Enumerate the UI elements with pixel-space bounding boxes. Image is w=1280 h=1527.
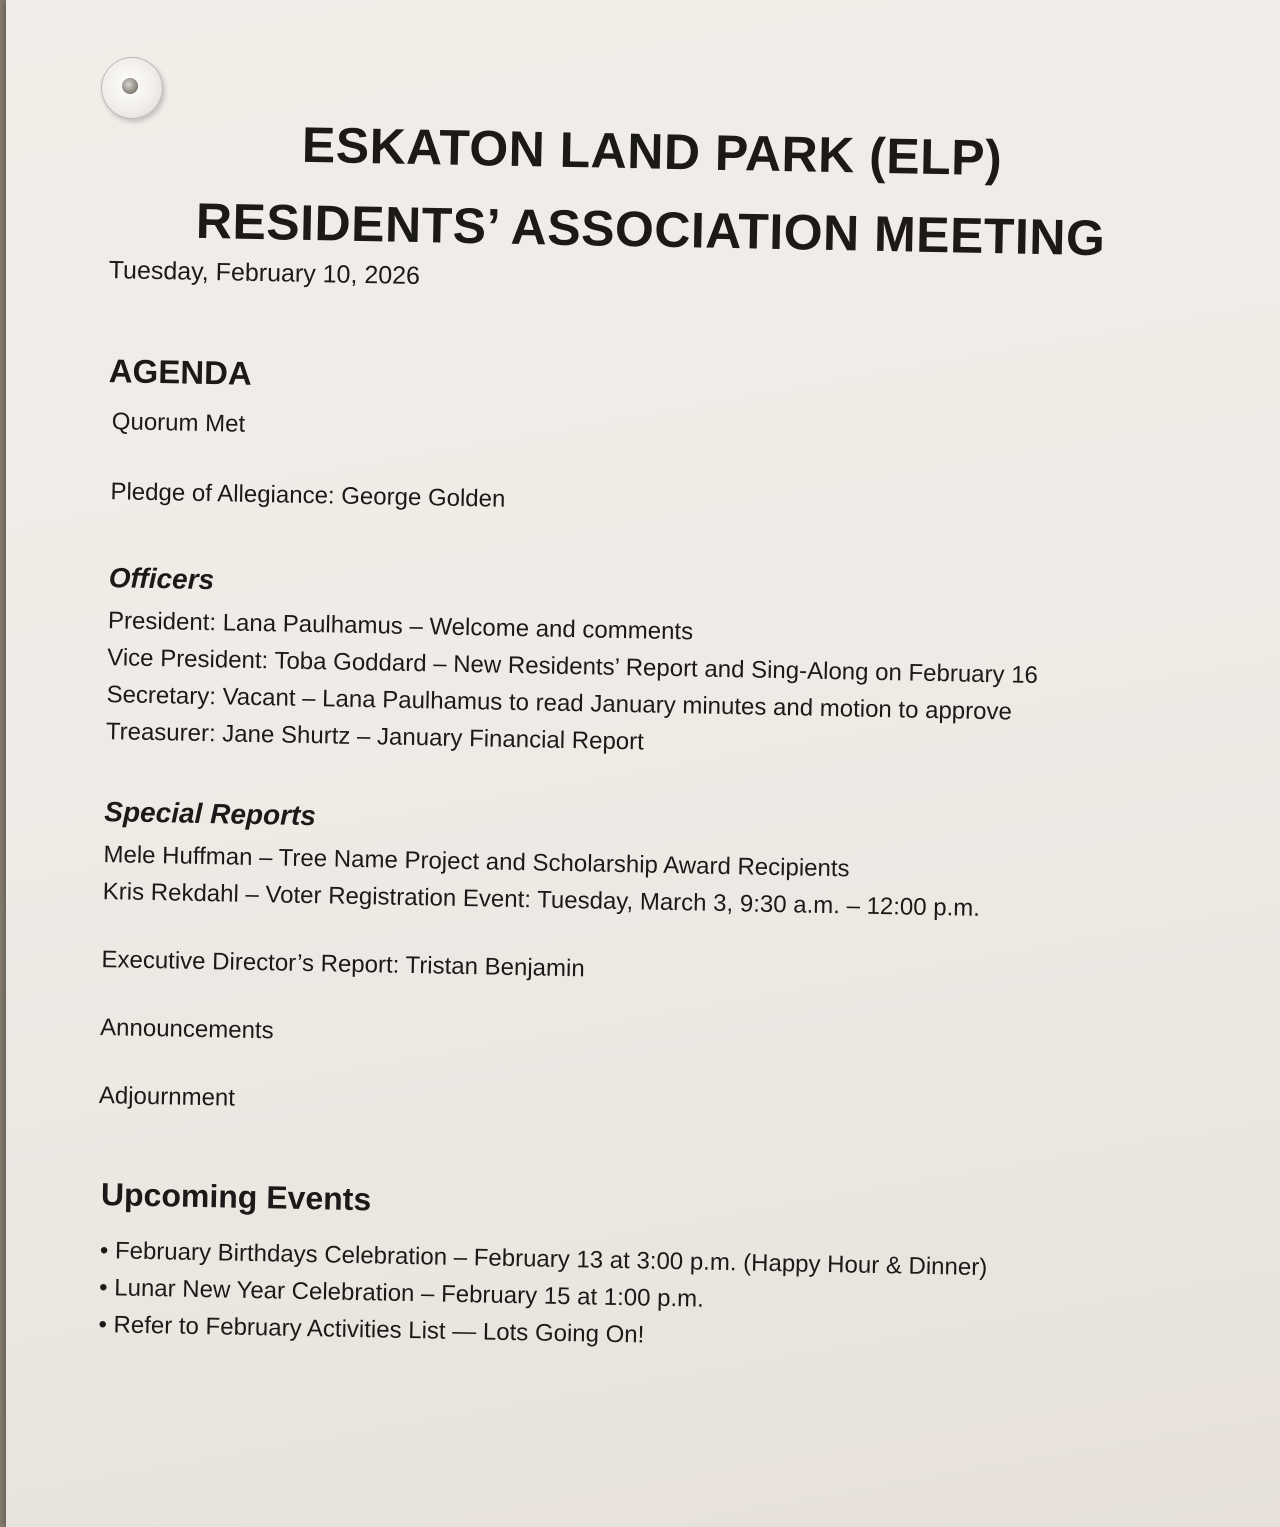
officer-secretary: Secretary: Vacant – Lana Paulhamus to read January minutes and motion to approve [106, 681, 1013, 726]
event-item: • Refer to February Activities List — Lots Going On! [98, 1311, 645, 1349]
title-line-2: RESIDENTS’ ASSOCIATION MEETING [195, 192, 1106, 267]
agenda-heading: AGENDA [108, 352, 253, 392]
special-report-item: Kris Rekdahl – Voter Registration Event: Tuesday, March 3, 9:30 a.m. – 12:00 p.m. [102, 878, 981, 922]
announcements-line: Announcements [99, 1014, 274, 1045]
upcoming-events-heading: Upcoming Events [100, 1176, 372, 1218]
event-item: • February Birthdays Celebration – February 13 at 3:00 p.m. (Happy Hour & Dinner) [99, 1237, 988, 1282]
event-item: • Lunar New Year Celebration – February 15 at 1:00 p.m. [98, 1274, 705, 1313]
executive-report-line: Executive Director’s Report: Tristan Benjamin [101, 946, 585, 983]
posted-paper [6, 0, 1280, 1527]
meeting-date: Tuesday, February 10, 2026 [108, 256, 421, 291]
special-report-item: Mele Huffman – Tree Name Project and Scholarship Award Recipients [103, 841, 850, 883]
quorum-line: Quorum Met [111, 408, 246, 438]
upcoming-events-list [98, 1232, 987, 1360]
agenda-document [6, 0, 1280, 1527]
officer-treasurer: Treasurer: Jane Shurtz – January Financial Report [105, 718, 645, 756]
pledge-line: Pledge of Allegiance: George Golden [110, 478, 506, 513]
officer-vice-president: Vice President: Toba Goddard – New Residents’ Report and Sing-Along on February 16 [107, 644, 1039, 689]
officer-president: President: Lana Paulhamus – Welcome and comments [107, 607, 694, 646]
title-line-1: ESKATON LAND PARK (ELP) [301, 116, 1003, 187]
officers-heading: Officers [108, 562, 215, 596]
officers-list [106, 602, 1039, 768]
special-reports-heading: Special Reports [104, 796, 317, 832]
adjournment-line: Adjournment [98, 1082, 236, 1112]
special-reports-list [102, 836, 981, 927]
